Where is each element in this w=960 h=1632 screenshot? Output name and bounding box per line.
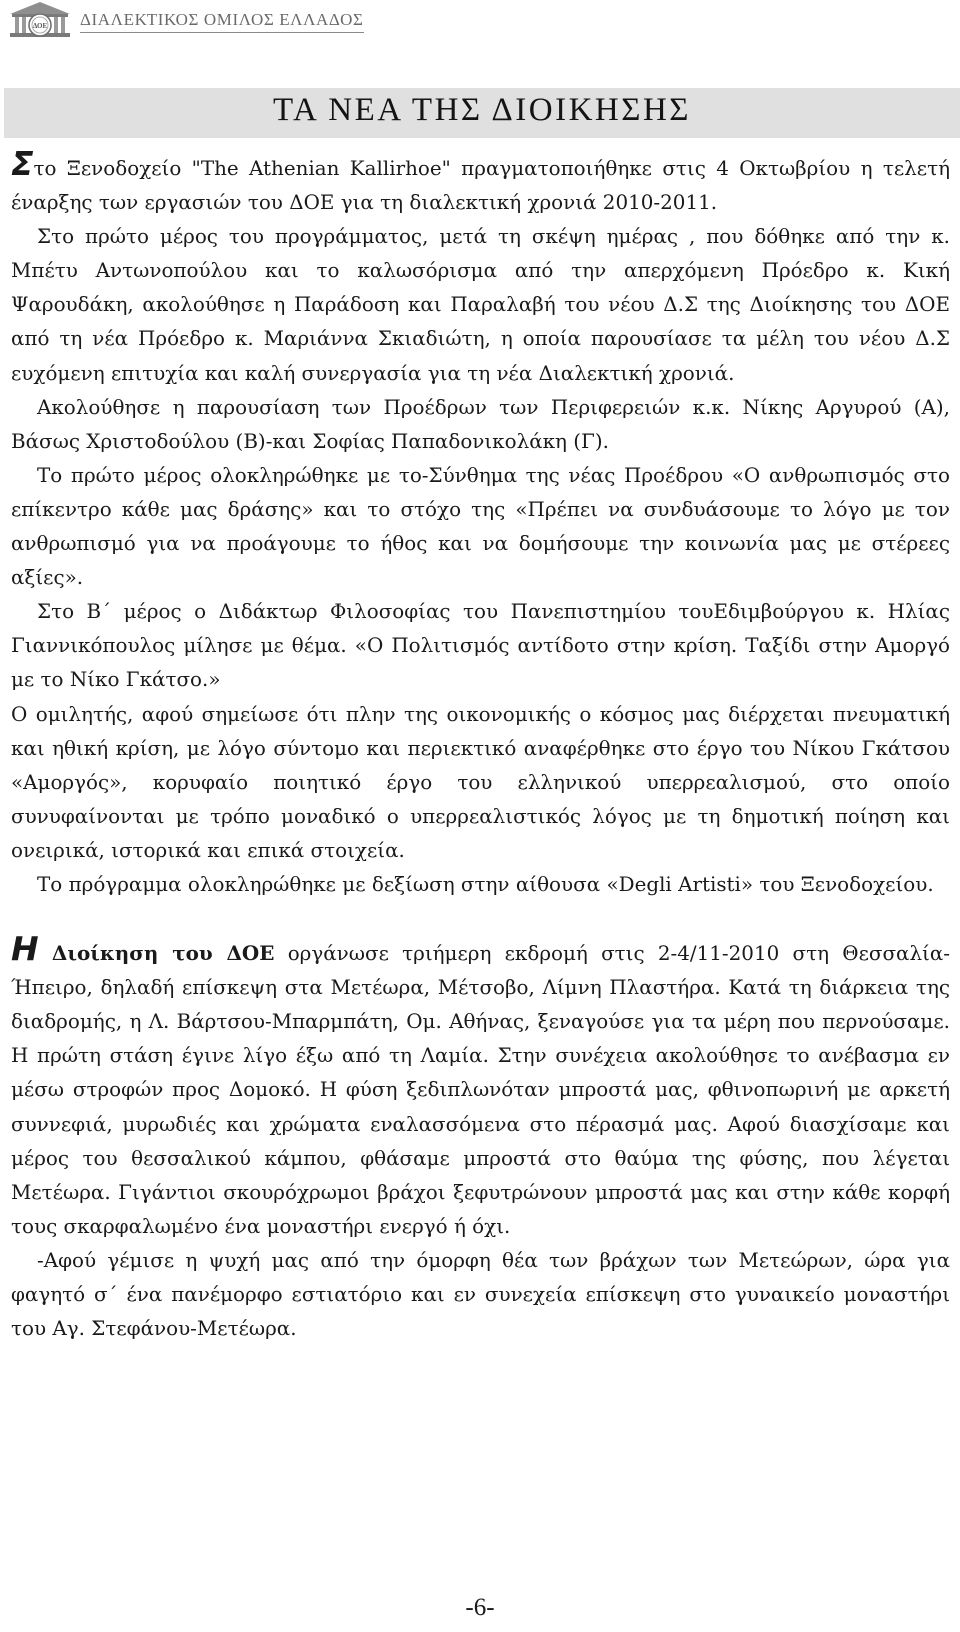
article1-paragraph-7: Το πρόγραμμα ολοκληρώθηκε με δεξίωση στην αίθουσα «Degli Artisti» του Ξενοδοχείου. bbox=[37, 872, 934, 896]
article2-lead: Διοίκηση του ΔΟΕ bbox=[51, 941, 275, 966]
organization-logo bbox=[8, 0, 72, 38]
article1-paragraph-1 bbox=[11, 144, 950, 220]
drop-cap-eta: Η bbox=[11, 929, 39, 969]
article2-paragraph-1 bbox=[11, 929, 951, 1244]
section-title-band bbox=[4, 88, 960, 138]
organization-name: ΔΙΑΛΕΚΤΙΚΟΣ ΟΜΙΛΟΣ ΕΛΛΑΔΟΣ bbox=[80, 10, 364, 33]
section-title: ΤΑ ΝΕΑ ΤΗΣ ΔΙΟΙΚΗΣΗΣ bbox=[273, 92, 691, 128]
article1-paragraph-6: Ο ομιλητής, αφού σημείωσε ότι πλην της οικονομικής ο κόσμος μας διέρχεται πνευματική και ηθική κρίση, με λόγο σύντομο και περιεκτικό αναφέρθηκε στο έργο του Νίκου Γκάτσου «Αμοργός», κορυφαίο ποιητικό έργο του ελληνικού υπερρεαλισμού, στο οποίο συνυφαίνονται με τρόπο μοναδικό ο υπερρεαλιστικός λόγος με τη δημοτική ποίηση και ονειρικά, ιστορικά και επικά στοιχεία. bbox=[11, 702, 950, 862]
page-header bbox=[4, 0, 424, 38]
article1-paragraph-2: Στο πρώτο μέρος του προγράμματος, μετά τη σκέψη ημέρας , που δόθηκε από την κ. Μπέτυ Αντωνοπούλου και το καλωσόρισμα από την απερχόμενη Πρόεδρο κ. Κική Ψαρουδάκη, ακολούθησε η Παράδοση και Παραλαβή του νέου Δ.Σ της Διοίκησης του ΔΟΕ από τη νέα Πρόεδρο κ. Μαριάννα Σκιαδιώτη, η οποία παρουσίασε τα μέλη του νέου Δ.Σ ευχόμενη επιτυχία και καλή συνεργασία για τη νέα Διαλεκτική χρονιά. bbox=[11, 225, 950, 385]
article2-paragraph-2: -Αφού γέμισε η ψυχή μας από την όμορφη θέα των βράχων των Μετεώρων, ώρα για φαγητό σ΄ ένα πανέμορφο εστιατόριο και εν συνεχεία επίσκεψη στο γυναικείο μοναστήρι του Αγ. Στεφάνου-Μετέωρα. bbox=[11, 1248, 950, 1341]
article1-paragraph-5: Στο Β΄ μέρος ο Διδάκτωρ Φιλοσοφίας του Πανεπιστημίου τουΕδιμβούργου κ. Ηλίας Γιαννικόπουλος μίλησε με θέμα. «Ο Πολιτισμός αντίδοτο στην κρίση. Ταξίδι στην Αμοργό με το Νίκο Γκάτσο.» bbox=[11, 600, 950, 692]
logo-lettering: ΔΟΕ bbox=[32, 22, 48, 30]
article1-paragraph-4: Το πρώτο μέρος ολοκληρώθηκε με το-Σύνθημα της νέας Προέδρου «Ο ανθρωπισμός στο επίκεντρο κάθε μας δράσης» και το στόχο της «Πρέπει να συνδυάσουμε το λόγο με τον ανθρωπισμό για να προάγουμε το ήθος και να δομήσουμε την κοινωνία μας με στέρεες αξίες». bbox=[11, 463, 950, 590]
article1-paragraph-1-text: το Ξενοδοχείο "The Athenian Kallirhoe" πραγματοποιήθηκε στις 4 Οκτωβρίου η τελετή έναρξης των εργασιών του ΔΟΕ για τη διαλεκτική χρονιά 2010-2011. bbox=[11, 157, 950, 215]
drop-cap-sigma: Σ bbox=[11, 144, 34, 183]
article1-paragraph-3: Ακολούθησε η παρουσίαση των Προέδρων των Περιφερειών κ.κ. Νίκης Αργυρού (Α), Βάσως Χριστοδούλου (Β)-και Σοφίας Παπαδονικολάκη (Γ). bbox=[11, 395, 950, 453]
article2-paragraph-1-text: οργάνωσε τριήμερη εκδρομή στις 2-4/11-2010 στη Θεσσαλία-Ήπειρο, δηλαδή επίσκεψη στα Μετέωρα, Μέτσοβο, Λίμνη Πλαστήρα. Κατά τη διάρκεια της διαδρομής, η Λ. Βάρτσου-Μπαρμπάτη, Ομ. Αθήνας, ξεναγούσε για τα μέρη που περνούσαμε. Η πρώτη στάση έγινε λίγο έξω από τη Λαμία. Στην συνέχεια ακολούθησε το ανέβασμα εν μέσω στροφών προς Δομοκό. Η φύση ξεδιπλωνόταν μπροστά μας, φθινοπωρινή με αρκετή συννεφιά, μυρωδιές και χρώματα εναλασσόμενα στο πέρασμά μας. Αφού διασχίσαμε και μέρος του θεσσαλικού κάμπου, φθάσαμε μπροστά στο θαύμα της φύσης, που λέγεται Μετέωρα. Γιγάντιοι σκουρόχρωμοι βράχοι ξεφυτρώνουν μπροστά μας και στην κάθε κορφή τους σκαρφαλωμένο ένα μοναστήρι ενεργό ή όχι. bbox=[11, 942, 951, 1238]
article-body bbox=[11, 144, 951, 1346]
page-number: -6- bbox=[465, 1594, 495, 1621]
